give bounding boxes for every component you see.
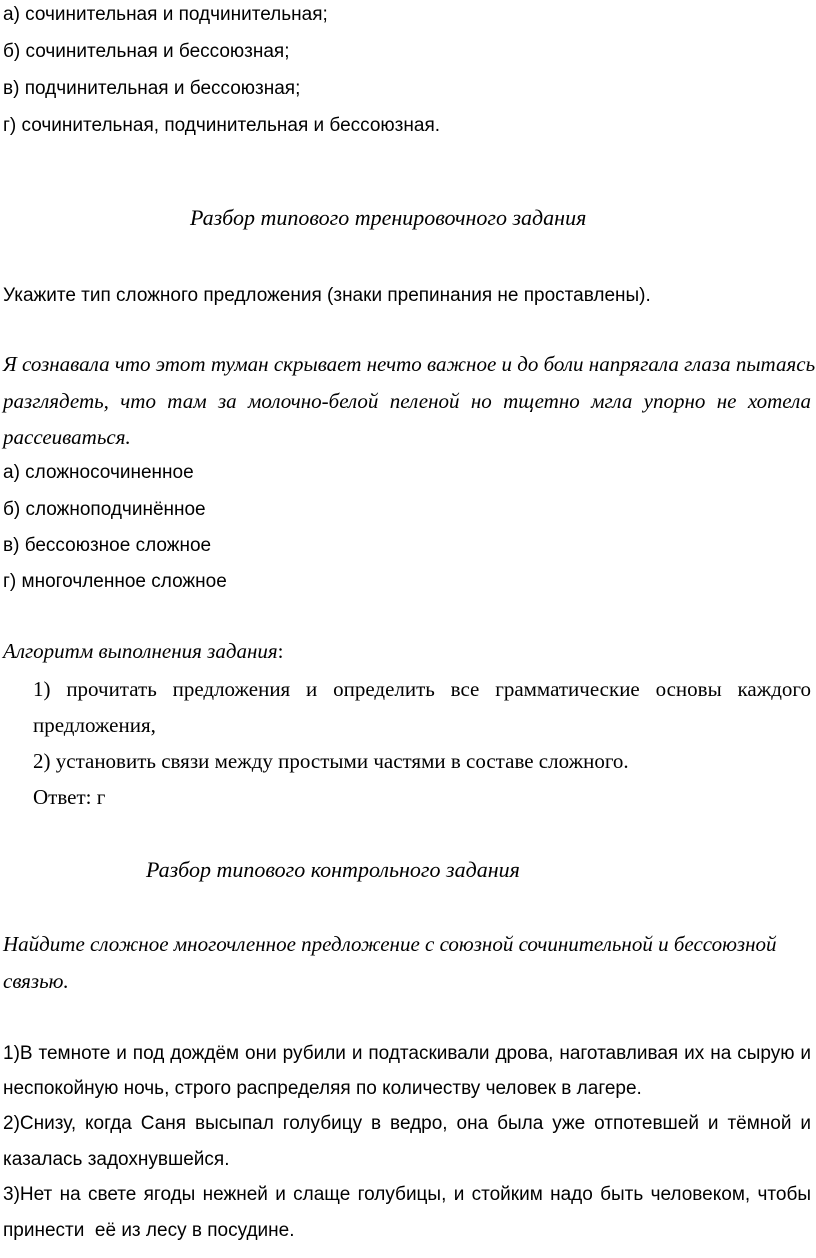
- control-item-2-line-2: казалась задохнувшейся.: [3, 1149, 230, 1170]
- training-task: Укажите тип сложного предложения (знаки препинания не проставлены).: [3, 285, 651, 306]
- intro-option-d: г) сочинительная, подчинительная и бессоюзная.: [3, 115, 441, 136]
- control-item-1-line-2: неспокойную ночь, строго распределяя по количеству человек в лагере.: [3, 1078, 642, 1099]
- control-item-3-line-2: принести её из лесу в посудине.: [3, 1220, 295, 1241]
- algorithm-step-2: 2) установить связи между простыми частями в составе сложного.: [33, 749, 629, 773]
- control-item-1-line-1: 1)В темноте и под дождём они рубили и подтаскивали дрова, наготавливая их на сырую и: [3, 1043, 811, 1064]
- intro-option-a: а) сочинительная и подчинительная;: [3, 4, 328, 25]
- training-option-a: а) сложносочиненное: [3, 462, 194, 483]
- answer: Ответ: г: [33, 785, 106, 809]
- training-sentence-line-3: рассеиваться.: [3, 425, 131, 449]
- algorithm-step-1-cont: предложения,: [33, 713, 156, 737]
- training-sentence-line-1: Я сознавала что этот туман скрывает нечто важное и до боли напрягала глаза пытаясь: [3, 352, 816, 376]
- control-item-3-line-1: 3)Нет на свете ягоды нежней и слаще голубицы, и стойким надо быть человеком, чтобы: [3, 1184, 811, 1205]
- algorithm-label: Алгоритм выполнения задания: [3, 639, 278, 663]
- control-heading: Разбор типового контрольного задания: [146, 857, 520, 882]
- training-option-d: г) многочленное сложное: [3, 571, 227, 592]
- training-sentence-line-2: разглядеть, что там за молочно-белой пеленой но тщетно мгла упорно не хотела: [3, 389, 811, 413]
- control-task-line-2: связью.: [3, 969, 69, 993]
- algorithm-colon: :: [277, 639, 284, 663]
- algorithm-step-1: 1) прочитать предложения и определить все грамматические основы каждого: [33, 677, 811, 701]
- algorithm-title: [3, 633, 283, 669]
- intro-option-c: в) подчинительная и бессоюзная;: [3, 78, 301, 99]
- training-option-b: б) сложноподчинённое: [3, 499, 206, 520]
- control-task-line-1: Найдите сложное многочленное предложение с союзной сочинительной и бессоюзной: [3, 932, 777, 956]
- training-option-c: в) бессоюзное сложное: [3, 535, 212, 556]
- control-item-2-line-1: 2)Снизу, когда Саня высыпал голубицу в ведро, она была уже отпотевшей и тёмной и: [3, 1113, 811, 1134]
- training-heading: Разбор типового тренировочного задания: [190, 205, 587, 230]
- intro-option-b: б) сочинительная и бессоюзная;: [3, 41, 290, 62]
